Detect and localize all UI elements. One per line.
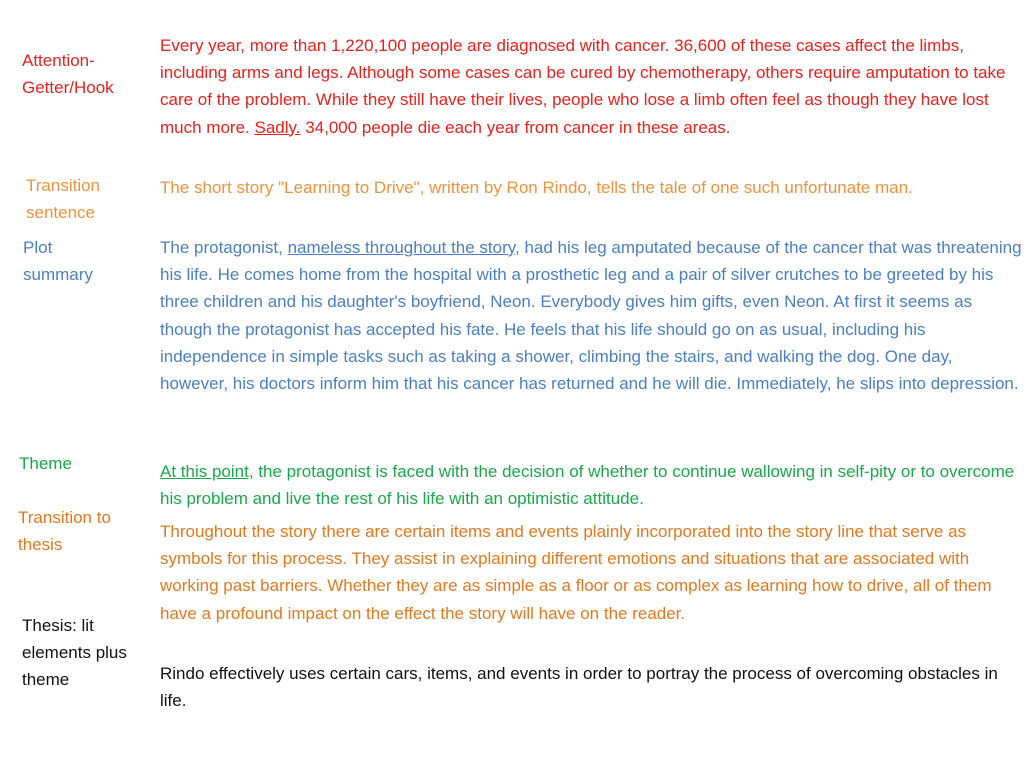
label-transition-sentence: Transition sentence — [26, 176, 101, 223]
label-transition-to-thesis: Transition to thesis — [18, 508, 111, 555]
hook-underlined-text: Sadly. — [254, 117, 301, 137]
paragraph-thesis: Rindo effectively uses certain cars, items, and events in order to portray the process of overcoming obstacles in life. — [160, 664, 998, 711]
theme-underlined-text: At this point, — [160, 462, 254, 481]
label-theme: Theme — [19, 454, 72, 473]
plot-underlined-text: nameless throughout the story, — [287, 238, 520, 257]
theme-text-end: the protagonist is faced with the decision of whether to continue wallowing in self-pity or to overcome his problem and live the rest of his life with an optimistic attitude. — [160, 462, 1015, 509]
paragraph-theme — [160, 458, 1024, 512]
paragraph-hook — [160, 32, 1024, 141]
paragraph-transition-to-thesis: Throughout the story there are certain items and events plainly incorporated into the story line that serve as symbols for this process. They assist in explaining different emotions and situations that are associated with working past barriers. Whether they are as simple as a floor or as complex as learning how to drive, all of them have a profound impact on the effect the story will have on the reader. — [160, 522, 992, 623]
label-thesis: Thesis: lit elements plus theme — [22, 616, 127, 690]
hook-text-start: Every year, more than 1,220,100 people are diagnosed with cancer. 36,600 of these cases affect the limbs, including arms and legs. Although some cases can be cured by chemotherapy, others require amputation to take care of the problem. While they still have their lives, people who lose a limb often feel as though they have lost much more. — [160, 36, 1006, 137]
label-hook: Attention-Getter/Hook — [22, 51, 114, 98]
paragraph-transition: The short story "Learning to Drive", written by Ron Rindo, tells the tale of one such unfortunate man. — [160, 178, 913, 197]
paragraph-plot-summary — [160, 234, 1024, 397]
hook-text-end: 34,000 people die each year from cancer in these areas. — [300, 117, 731, 137]
label-plot-summary: Plot summary — [23, 238, 93, 285]
plot-text-end: had his leg amputated because of the cancer that was threatening his life. He comes home from the hospital with a prosthetic leg and a pair of silver crutches to be greeted by his three children and his daughter's boyfriend, Neon. Everybody gives him gifts, even Neon. At first it seems as though the protagonist has accepted his fate. He feels that his life should go on as usual, including his independence in simple tasks such as taking a shower, climbing the stairs, and walking the dog. One day, however, his doctors inform him that his cancer has returned and he will die. Immediately, he slips into depression. — [160, 238, 1022, 394]
plot-text-start: The protagonist, — [160, 238, 288, 257]
